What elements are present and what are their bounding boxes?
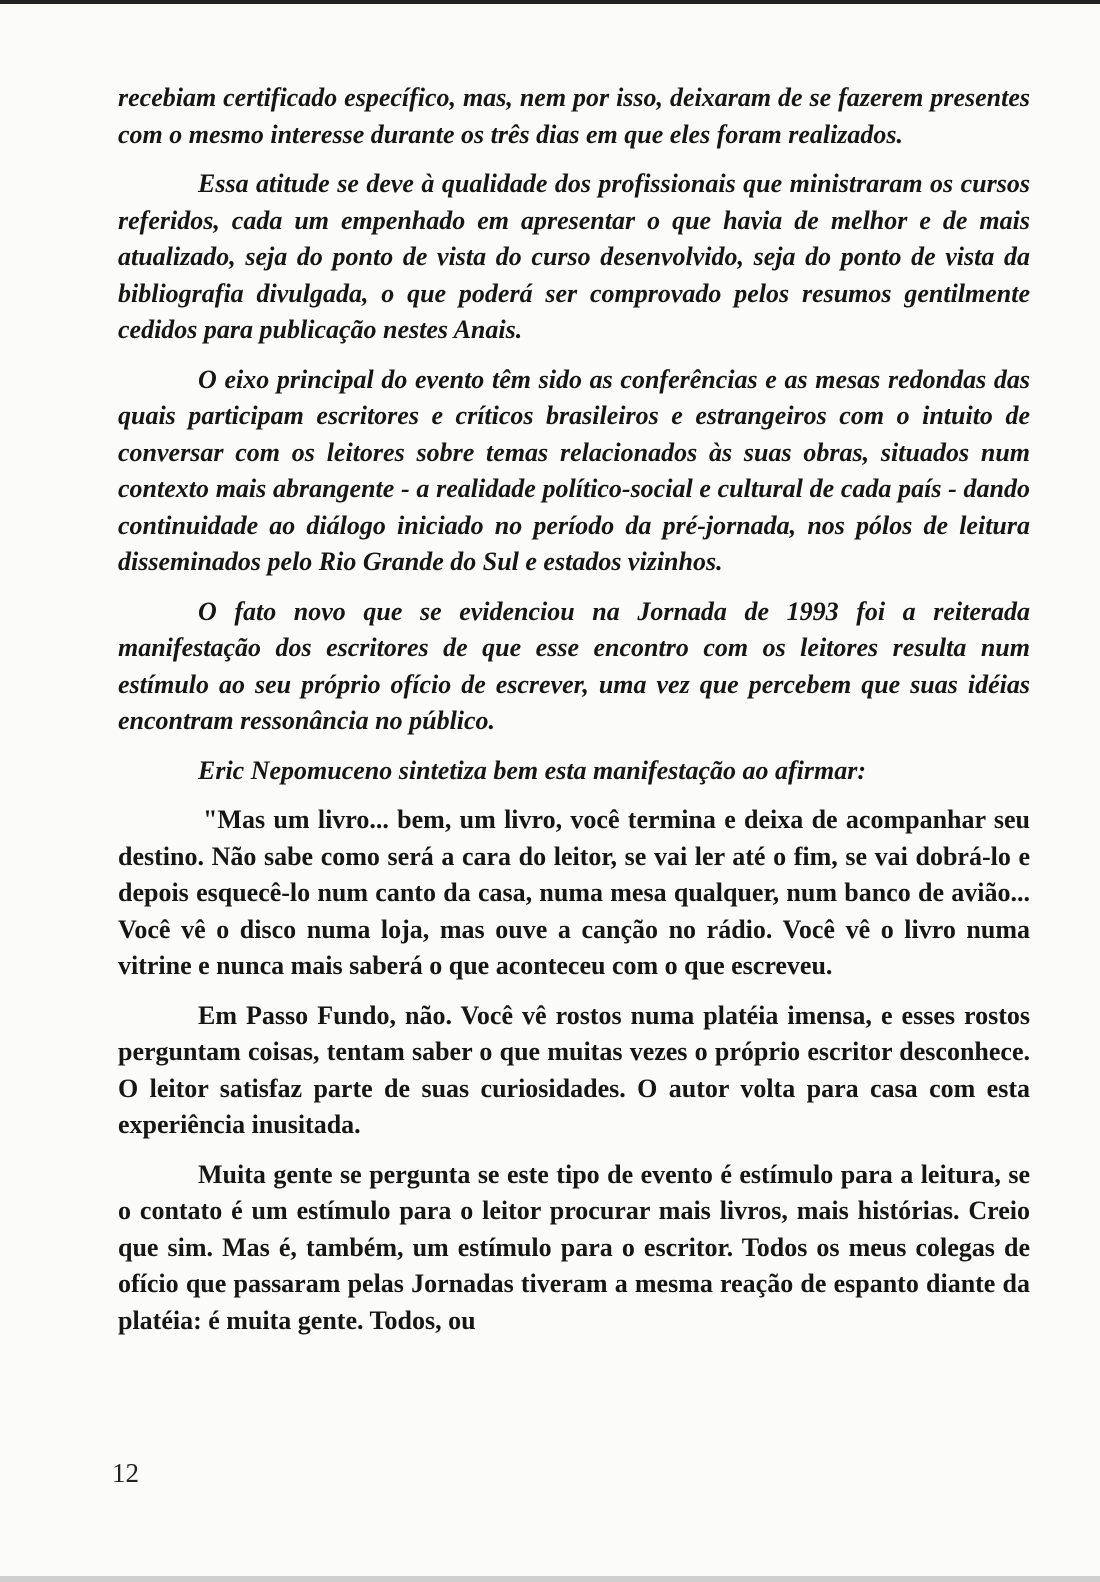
paragraph-new-fact: O fato novo que se evidenciou na Jornada de 1993 foi a reiterada manifestação dos escritores de que esse encontro com os leitores resulta num estímulo ao seu próprio ofício de escrever, uma vez que percebem que suas idéias encontram ressonância no público. bbox=[118, 596, 1030, 735]
paragraph-quality: Essa atitude se deve à qualidade dos profissionais que ministraram os cursos referidos, cada um empenhado em apresentar o que havia de melhor e de mais atualizado, seja do ponto de vista do curso desenvolvido, seja do ponto de vista da bibliografia divulgada, o que poderá ser comprovado pelos resumos gentilmente cedidos para publicação nestes Anais. bbox=[118, 169, 1030, 344]
quote-paragraph-3: Muita gente se pergunta se este tipo de evento é estímulo para a leitura, se o contato é um estímulo para o leitor procurar mais livros, mais histórias. Creio que sim. Mas é, também, um estímulo para o escritor. Todos os meus colegas de ofício que passaram pelas Jornadas tiveram a mesma reação de espanto diante da platéia: é muita gente. Todos, ou bbox=[118, 1159, 1030, 1335]
paragraph-continuation: recebiam certificado específico, mas, nem por isso, deixaram de se fazerem presentes com o mesmo interesse durante os três dias em que eles foram realizados. bbox=[118, 83, 1030, 149]
scan-top-edge bbox=[0, 0, 1100, 4]
quote-paragraph-2: Em Passo Fundo, não. Você vê rostos numa platéia imensa, e esses rostos perguntam coisas, tentam saber o que muitas vezes o próprio escritor desconhece. O leitor satisfaz parte de suas curiosidades. O autor volta para casa com esta experiência inusitada. bbox=[118, 1000, 1030, 1139]
paragraph-quote-intro: Eric Nepomuceno sintetiza bem esta manifestação ao afirmar: bbox=[198, 755, 867, 785]
page-number: 12 bbox=[112, 1458, 139, 1488]
paragraph-main-axis: O eixo principal do evento têm sido as conferências e as mesas redondas das quais participam escritores e críticos brasileiros e estrangeiros com o intuito de conversar com os leitores sobre temas relacionados às suas obras, situados num contexto mais abrangente - a realidade político-social e cultural de cada país - dando continuidade ao diálogo iniciado no período da pré-jornada, nos pólos de leitura disseminados pelo Rio Grande do Sul e estados vizinhos. bbox=[118, 364, 1030, 576]
quote-paragraph-1: "Mas um livro... bem, um livro, você termina e deixa de acompanhar seu destino. Não sabe como será a cara do leitor, se vai ler até o fim, se vai dobrá-lo e depois esquecê-lo num canto da casa, numa mesa qualquer, num banco de avião... Você vê o disco numa loja, mas ouve a canção no rádio. Você vê o livro numa vitrine e nunca mais saberá o que aconteceu com o que escreveu. bbox=[118, 805, 1030, 980]
scan-bottom-edge bbox=[0, 1576, 1100, 1582]
body-text bbox=[118, 80, 1030, 1352]
